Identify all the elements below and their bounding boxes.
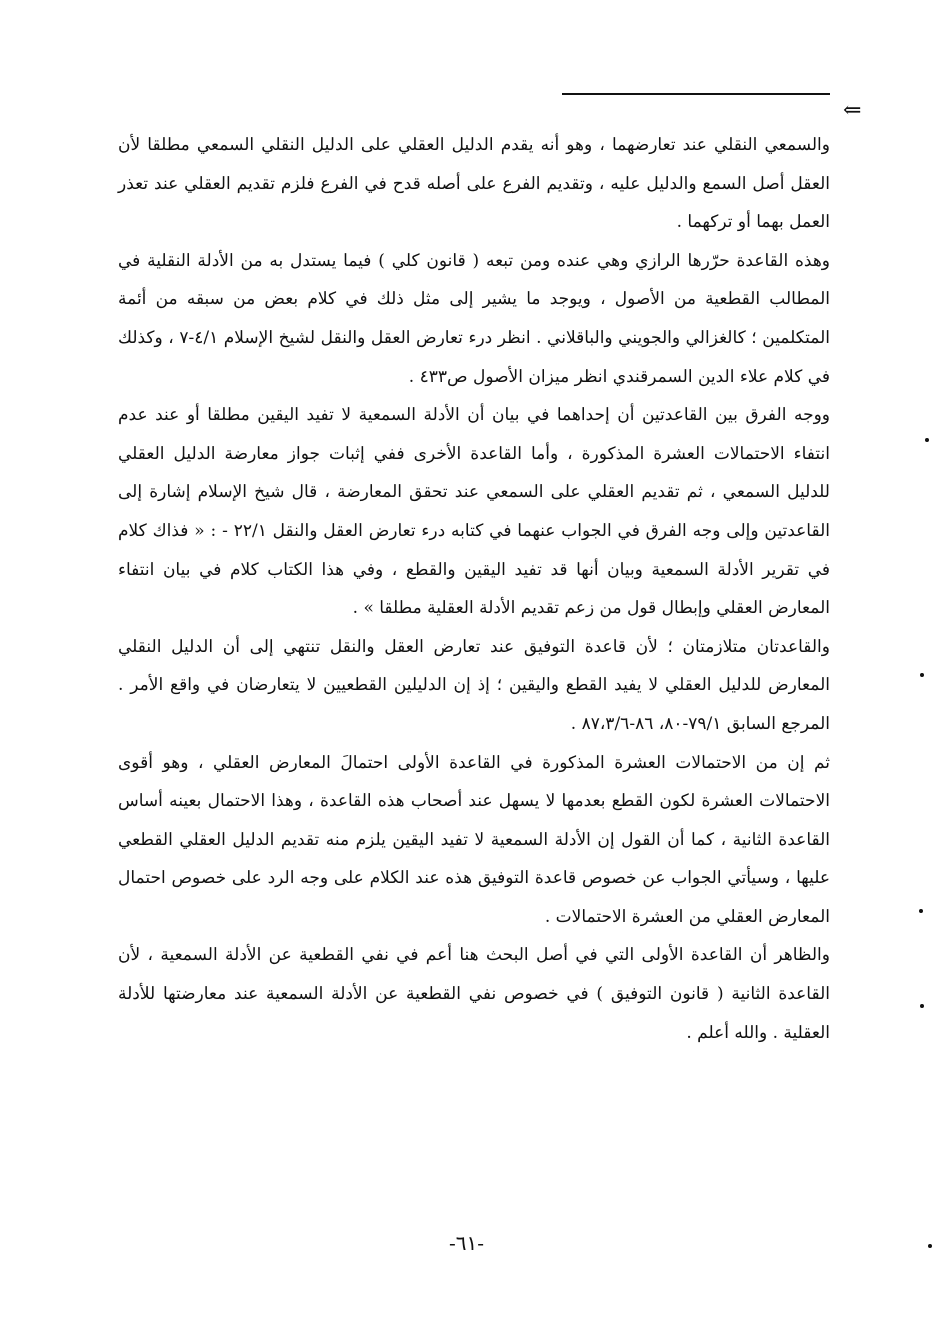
paragraph-1: والسمعي النقلي عند تعارضهما ، وهو أنه يقدم الدليل العقلي على الدليل النقلي السمعي مطلقا لأن العقل أصل السمع والدليل عليه ، وتقديم الفرع على أصله قدح في الفرع فلزم تقديم العقلي عند تعذر العمل بهما أو تركهما . (118, 135, 830, 233)
paragraph-6: والظاهر أن القاعدة الأولى التي في أصل البحث هنا أعم في نفي القطعية عن الأدلة السمعية ، لأن القاعدة الثانية ( قانون التوفيق ) في خصوص نفي القطعية عن الأدلة السمعية عند معارضتها للأدلة العقلية . والله أعلم . (118, 945, 830, 1043)
footnote-separator-rule (562, 93, 830, 95)
continuation-arrow-icon: ⇐ (843, 98, 862, 123)
scan-speck (925, 438, 929, 442)
scan-speck (920, 1004, 924, 1008)
footnote-body (118, 126, 830, 1052)
page-number: -٦١- (448, 1231, 484, 1255)
paragraph-4: والقاعدتان متلازمتان ؛ لأن قاعدة التوفيق عند تعارض العقل والنقل تنتهي إلى أن الدليل النقلي المعارض للدليل العقلي لا يفيد القطع واليقين ؛ إذ إن الدليلين القطعيين لا يتعارضان في واقع الأمر . المرجع السابق ٧٩/١-٨٠، ٨٦-٨٧،٣/٦ . (118, 636, 830, 734)
scan-speck (920, 673, 924, 677)
scan-speck (928, 1244, 932, 1248)
paragraph-3: ووجه الفرق بين القاعدتين أن إحداهما في بيان أن الأدلة السمعية لا تفيد اليقين مطلقا أو عند عدم انتفاء الاحتمالات العشرة المذكورة ، وأما القاعدة الأخرى ففي إثبات جواز معارضة الدليل العقلي للدليل السمعي ، ثم تقديم العقلي على السمعي عند تحقق المعارضة ، قال شيخ الإسلام إشارة إلى القاعدتين وإلى وجه الفرق في الجواب عنهما في كتابه درء تعارض العقل والنقل ٢٢/١ - : « فذاك كلام في تقرير الأدلة السمعية وبيان أنها قد تفيد اليقين والقطع ، وفي هذا الكتاب كلام في بيان انتفاء المعارض العقلي وإبطال قول من زعم تقديم الأدلة العقلية مطلقا » . (118, 405, 830, 619)
scan-speck (919, 909, 923, 913)
paragraph-5: ثم إن من الاحتمالات العشرة المذكورة في القاعدة الأولى احتمالَ المعارض العقلي ، وهو أقوى الاحتمالات العشرة لكون القطع بعدمها لا يسهل عند أصحاب هذه القاعدة ، وهذا الاحتمال بعينه أساس القاعدة الثانية ، كما أن القول إن الأدلة السمعية لا تفيد اليقين يلزم منه تقديم الدليل العقلي القطعي عليها ، وسيأتي الجواب عن خصوص قاعدة التوفيق هذه عند الكلام على وجه الرد على خصوص احتمال المعارض العقلي من العشرة الاحتمالات . (118, 752, 830, 927)
paragraph-2: وهذه القاعدة حرّرها الرازي وهي عنده ومن تبعه ( قانون كلي ) فيما يستدل به من الأدلة النقلية في المطالب القطعية من الأصول ، ويوجد ما يشير إلى مثل ذلك في كلام بعض من سبقه من أئمة المتكلمين ؛ كالغزالي والجويني والباقلاني . انظر درء تعارض العقل والنقل لشيخ الإسلام ٤/١-٧ ، وكذلك في كلام علاء الدين السمرقندي انظر ميزان الأصول ص٤٣٣ . (118, 250, 831, 387)
